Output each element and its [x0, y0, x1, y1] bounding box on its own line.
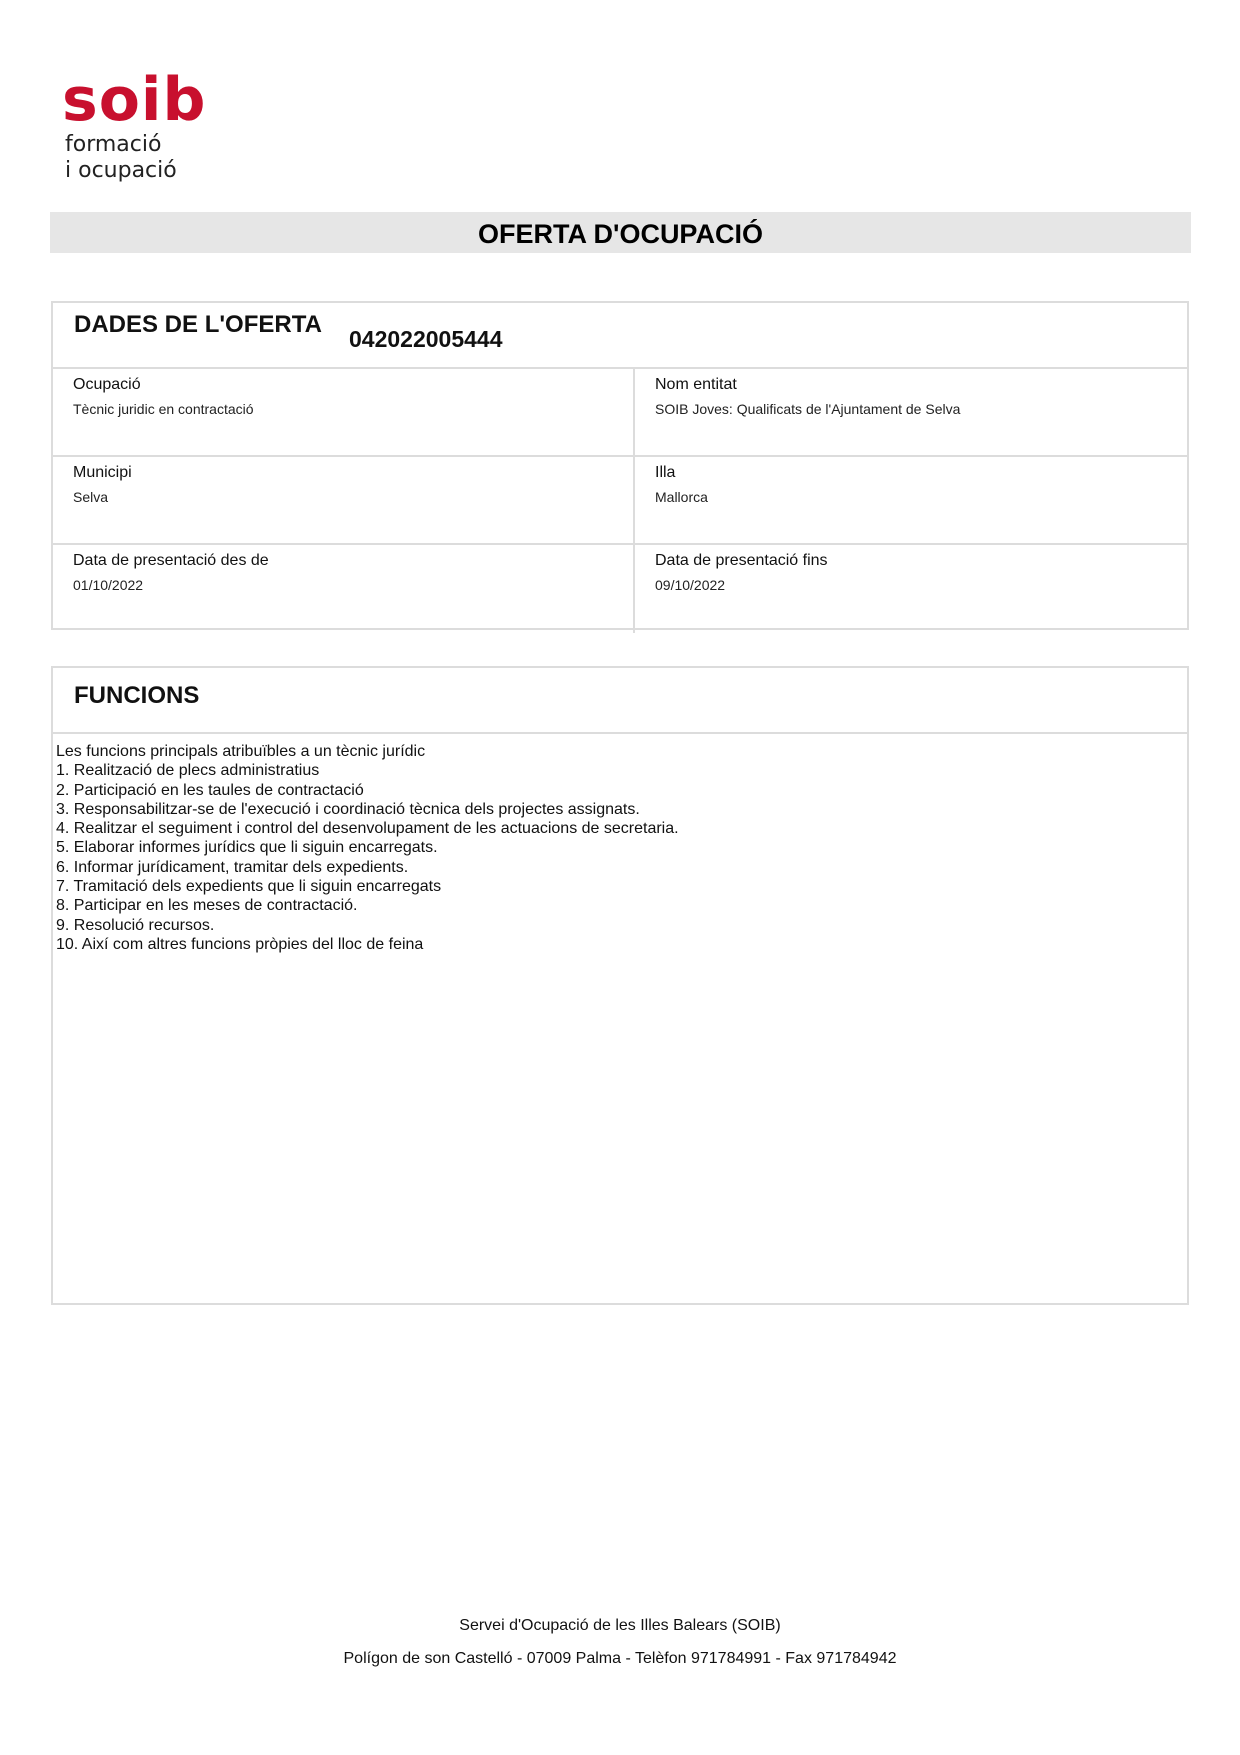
funcions-line: 9. Resolució recursos. [56, 916, 215, 934]
field-nom-entitat [635, 369, 1187, 457]
funcions-section [51, 666, 1189, 1305]
field-label: Nom entitat [655, 376, 737, 393]
field-label: Illa [655, 464, 676, 481]
funcions-line: 1. Realització de plecs administratius [56, 762, 320, 780]
field-value: Selva [73, 489, 109, 505]
field-ocupacio [53, 369, 635, 457]
field-value: Tècnic juridic en contractació [73, 401, 254, 417]
funcions-line: 4. Realitzar el seguiment i control del desenvolupament de les actuacions de secretaria. [56, 820, 679, 838]
field-municipi [53, 457, 635, 545]
funcions-line: 2. Participació en les taules de contractació [56, 781, 364, 799]
field-value: SOIB Joves: Qualificats de l'Ajuntament de Selva [655, 401, 961, 417]
funcions-heading: FUNCIONS [74, 682, 200, 709]
funcions-line: 6. Informar jurídicament, tramitar dels expedients. [56, 858, 409, 876]
footer-org-name: Servei d'Ocupació de les Illes Balears (SOIB) [459, 1617, 781, 1634]
page-title: OFERTA D'OCUPACIÓ [50, 212, 1191, 253]
funcions-line: 10. Així com altres funcions pròpies del lloc de feina [56, 935, 424, 953]
funcions-list [53, 734, 1187, 954]
field-data-des-de [53, 545, 635, 633]
funcions-line: 3. Responsabilitzar-se de l'execució i coordinació tècnica dels projectes assignats. [56, 800, 640, 818]
funcions-line: 8. Participar en les meses de contractació. [56, 897, 358, 915]
funcions-line: 5. Elaborar informes jurídics que li siguin encarregats. [56, 839, 438, 857]
funcions-header [53, 668, 1187, 734]
logo-brand: soib [62, 65, 207, 135]
field-label: Ocupació [73, 376, 141, 393]
footer-address: Polígon de son Castelló - 07009 Palma - Telèfon 971784991 - Fax 971784942 [343, 1650, 897, 1667]
offer-data-header [53, 303, 1187, 369]
field-data-fins [635, 545, 1187, 633]
field-value: Mallorca [655, 489, 708, 505]
field-value: 09/10/2022 [655, 577, 726, 593]
field-label: Municipi [73, 464, 132, 481]
funcions-line: Les funcions principals atribuïbles a un tècnic jurídic [56, 743, 426, 760]
soib-logo [62, 65, 262, 184]
funcions-line: 7. Tramitació dels expedients que li siguin encarregats [56, 878, 442, 896]
logo-line-1: formació [65, 132, 162, 157]
offer-fields-grid [53, 369, 1187, 633]
field-value: 01/10/2022 [73, 577, 144, 593]
field-label: Data de presentació fins [655, 552, 828, 569]
offer-data-section [51, 301, 1189, 630]
offer-number: 042022005444 [349, 326, 503, 352]
logo-line-2: i ocupació [65, 158, 177, 183]
field-illa [635, 457, 1187, 545]
offer-data-heading: DADES DE L'OFERTA [74, 311, 322, 338]
field-label: Data de presentació des de [73, 552, 269, 569]
